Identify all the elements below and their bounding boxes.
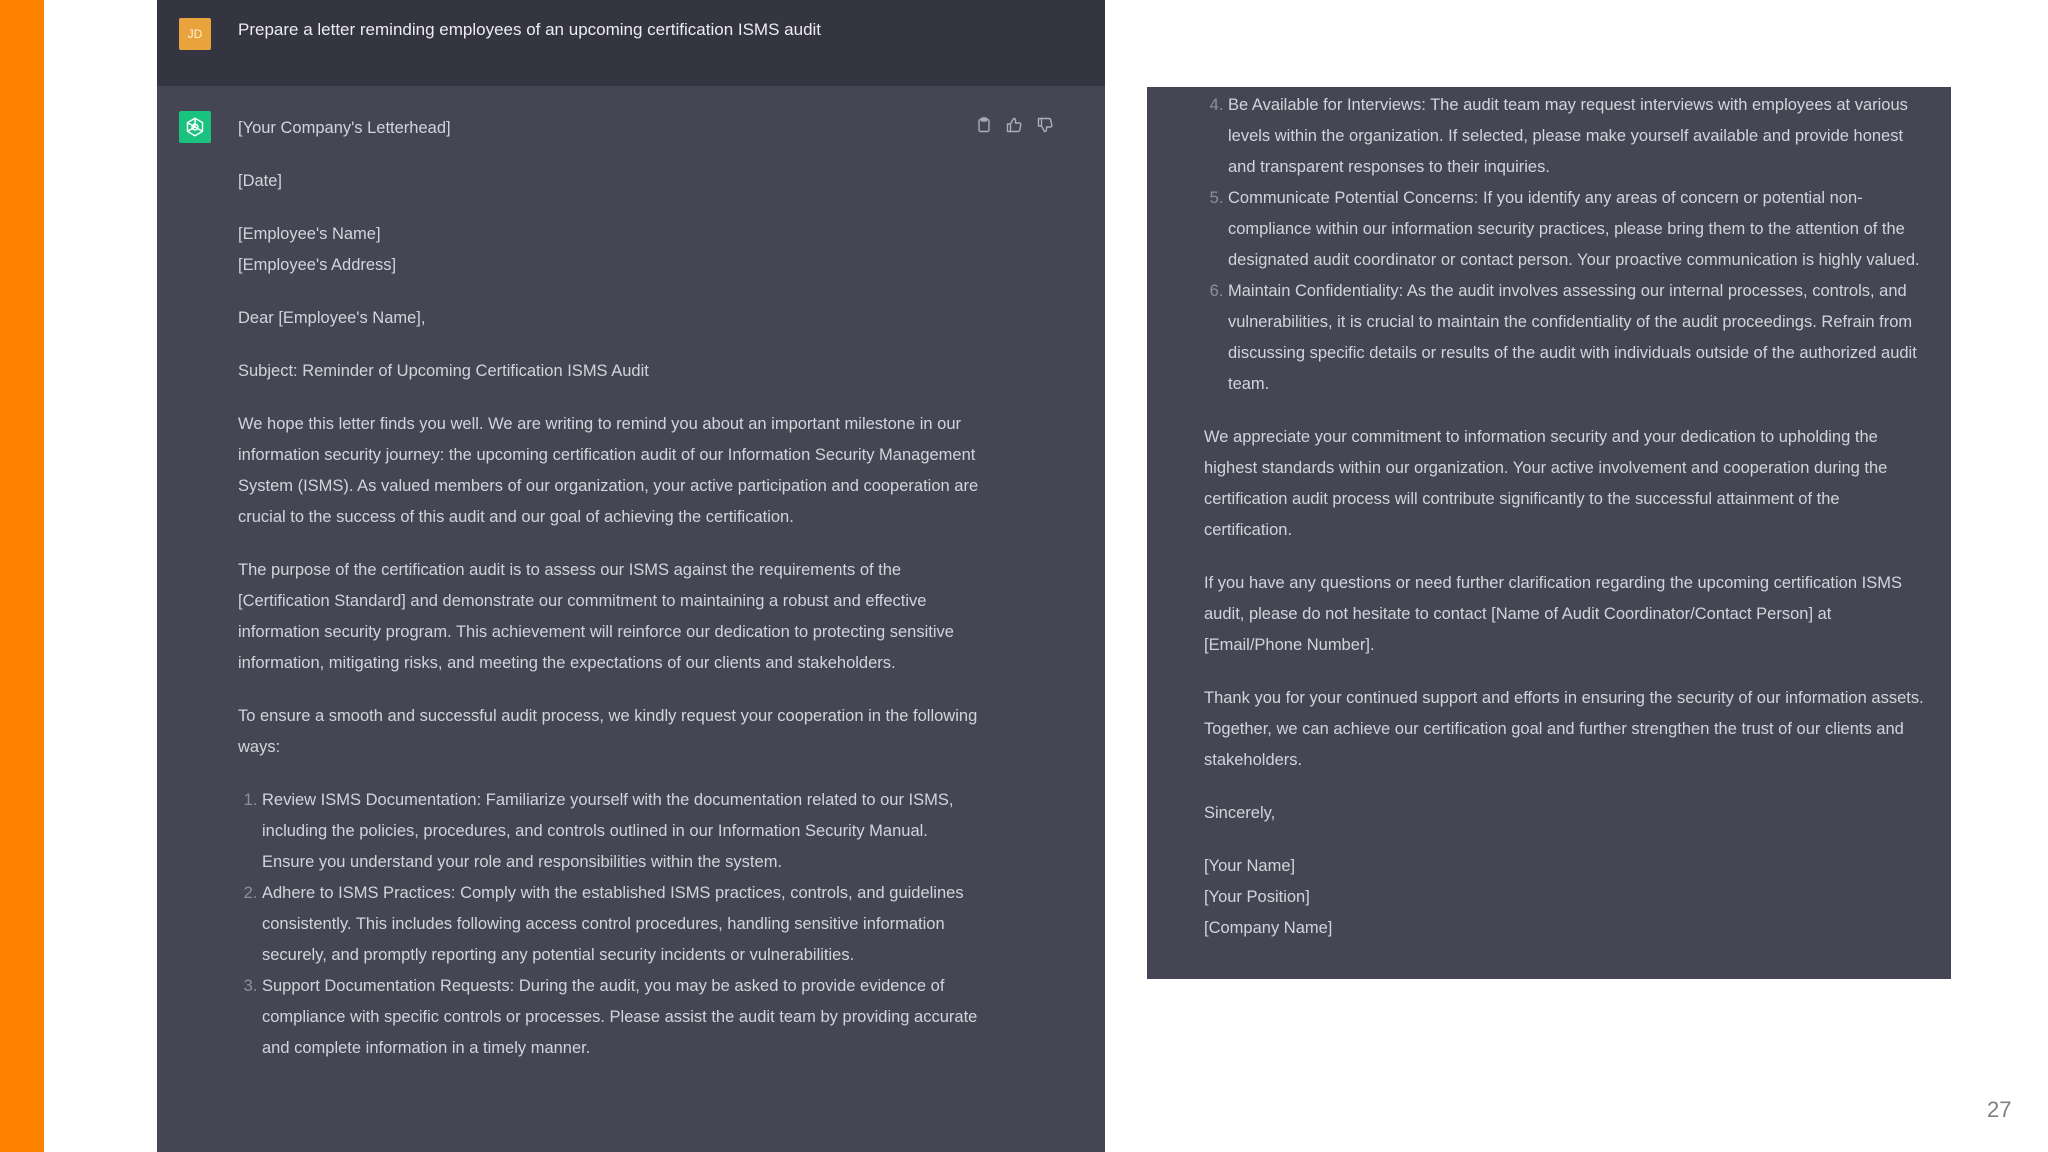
list-item: 6. Maintain Confidentiality: As the audit involves assessing our internal processes, controls, and vulnerabilities, it is crucial to maintain the confidentiality of the audit proceedings. Refrain from discussing specific details or results of the audit with individuals outside of the authorized audit team.	[1228, 276, 1929, 400]
closing-paragraph: We appreciate your commitment to information security and your dedication to upholding the highest standards within our organization. Your active involvement and cooperation during the certification audit process will contribute significantly to the successful attainment of the certification.	[1204, 428, 1888, 539]
accent-bar	[0, 0, 44, 1152]
user-avatar: JD	[179, 18, 211, 50]
list-item: 3. Support Documentation Requests: During the audit, you may be asked to provide evidence of compliance with specific controls or processes. Please assist the audit team by providing accurate and complete information in a timely manner.	[262, 971, 983, 1064]
page-number: 27	[1987, 1097, 2012, 1122]
user-message-row	[157, 0, 1105, 86]
closing-paragraph: If you have any questions or need further clarification regarding the upcoming certification ISMS audit, please do not hesitate to contact [Name of Audit Coordinator/Contact Person] at [Email/Phone Number].	[1204, 574, 1902, 654]
signature-block	[1204, 851, 1929, 944]
list-item: 2. Adhere to ISMS Practices: Comply with the established ISMS practices, controls, and guidelines consistently. This includes following access control procedures, handling sensitive information securely, and promptly reporting any potential security incidents or vulnerabilities.	[262, 878, 983, 971]
assistant-message-part1	[238, 113, 983, 1064]
signature-position: [Your Position]	[1204, 888, 1310, 906]
subject-line: Subject: Reminder of Upcoming Certification ISMS Audit	[238, 362, 649, 380]
letter-date: [Date]	[238, 172, 283, 190]
assistant-message-part2	[1204, 90, 1929, 944]
employee-name: [Employee's Name]	[238, 225, 381, 243]
letterhead: [Your Company's Letterhead]	[238, 119, 451, 137]
request-list-part2	[1204, 90, 1929, 400]
body-paragraph: To ensure a smooth and successful audit process, we kindly request your cooperation in the following ways:	[238, 707, 978, 756]
salutation: Dear [Employee's Name],	[238, 309, 426, 327]
request-list-part1	[238, 785, 983, 1064]
list-item: 1. Review ISMS Documentation: Familiarize yourself with the documentation related to our ISMS, including the policies, procedures, and controls outlined in our Information Security Manual. Ensure you understand your role and responsibilities within the system.	[262, 785, 983, 878]
list-item: 4. Be Available for Interviews: The audit team may request interviews with employees at various levels within the organization. If selected, please make yourself available and provide honest and transparent responses to their inquiries.	[1228, 90, 1929, 183]
chat-screenshot-right	[1147, 87, 1951, 979]
thumbs-up-icon[interactable]	[1005, 116, 1023, 134]
body-paragraph: We hope this letter finds you well. We are writing to remind you about an important milestone in our information security journey: the upcoming certification audit of our Information Security Management System (ISMS). As valued members of our organization, your active participation and cooperation are crucial to the success of this audit and our goal of achieving the certification.	[238, 415, 979, 526]
employee-block	[238, 219, 983, 281]
closing-paragraph: Thank you for your continued support and efforts in ensuring the security of our information assets. Together, we can achieve our certification goal and further strengthen the trust of our clients and stakeholders.	[1204, 689, 1924, 769]
chat-screenshot-left	[157, 0, 1105, 1152]
body-paragraph: The purpose of the certification audit is to assess our ISMS against the requirements of the [Certification Standard] and demonstrate our commitment to maintaining a robust and effective information security program. This achievement will reinforce our dedication to protecting sensitive information, mitigating risks, and meeting the expectations of our clients and stakeholders.	[238, 561, 954, 672]
employee-address: [Employee's Address]	[238, 256, 397, 274]
thumbs-down-icon[interactable]	[1036, 116, 1054, 134]
assistant-avatar	[179, 111, 211, 143]
sign-off: Sincerely,	[1204, 804, 1276, 822]
signature-name: [Your Name]	[1204, 857, 1296, 875]
user-prompt: Prepare a letter reminding employees of an upcoming certification ISMS audit	[238, 20, 822, 39]
list-item: 5. Communicate Potential Concerns: If you identify any areas of concern or potential non-compliance within our information security practices, please bring them to the attention of the designated audit coordinator or contact person. Your proactive communication is highly valued.	[1228, 183, 1929, 276]
signature-company: [Company Name]	[1204, 919, 1333, 937]
